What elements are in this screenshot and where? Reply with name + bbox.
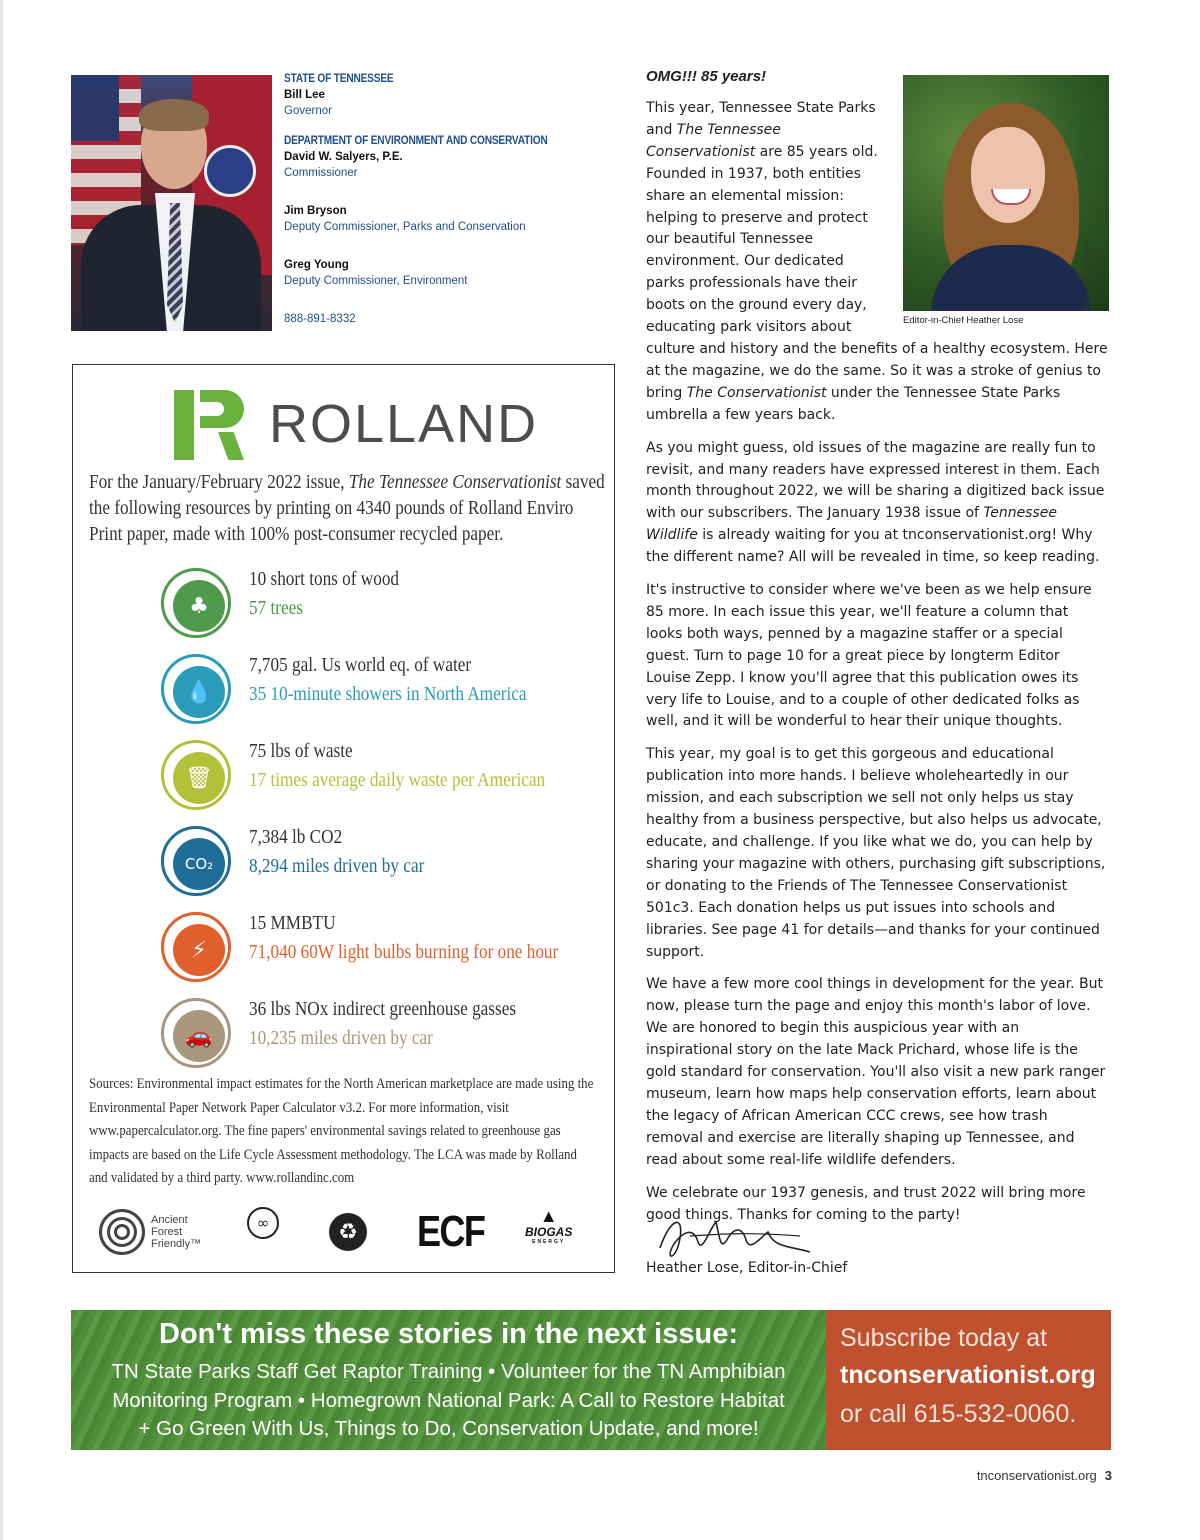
- next-issue-banner: [71, 1310, 1111, 1450]
- recycle-icon: ♻: [329, 1213, 367, 1251]
- stat-secondary: 57 trees: [249, 597, 303, 619]
- co2-cloud-icon: CO₂: [161, 826, 231, 896]
- letter-paragraph: This year, my goal is to get this gorgeous and educational publication into more hands. I believe wholeheartedly in our mission, and each subscription we sell not only helps us stay healthy from a business perspective, but also helps us advocate, educate, and challenge. If you like what we do, you can help by sharing your magazine with others, purchasing gift subscriptions, or donating to the Friends of The Tennessee Conservationist 501c3. Each donation helps us put issues into schools and libraries. See page 41 for details—and thanks for your continued support.: [646, 746, 1106, 960]
- rolland-environmental-box: [72, 364, 615, 1273]
- ancient-forest-friendly-text: Ancient Forest Friendly™: [151, 1214, 202, 1250]
- ancient-forest-friendly-logo: [99, 1207, 213, 1257]
- stat-primary: 7,705 gal. Us world eq. of water: [249, 654, 472, 676]
- subscribe-phone: or call 615-532-0060.: [840, 1400, 1077, 1428]
- resource-stat: [161, 998, 591, 1070]
- subscribe-label: Subscribe today at: [840, 1324, 1048, 1352]
- deputy-name: Jim Bryson: [284, 205, 347, 217]
- deputy-name: Greg Young: [284, 259, 349, 271]
- commissioner-role: Commissioner: [284, 167, 358, 179]
- infinity-icon: ∞: [247, 1207, 279, 1239]
- stat-primary: 36 lbs NOx indirect greenhouse gasses: [249, 998, 517, 1020]
- biogas-logo: [525, 1207, 572, 1257]
- governor-name: Bill Lee: [284, 89, 325, 101]
- trash-can-icon: 🗑: [161, 740, 231, 810]
- ecf-logo: ECF: [417, 1207, 485, 1256]
- editor-letter-heading: OMG!!! 85 years!: [646, 68, 767, 85]
- subscribe-panel[interactable]: [826, 1310, 1111, 1450]
- photo-credit: Andrea Behrends: [1083, 244, 1093, 311]
- editor-letter-body: [646, 98, 1108, 1237]
- stat-primary: 10 short tons of wood: [249, 568, 400, 590]
- editor-signoff: Heather Lose, Editor-in-Chief: [646, 1260, 848, 1276]
- letter-paragraph: We celebrate our 1937 genesis, and trust 2022 will bring more good things. Thanks for coming to the party!: [646, 1184, 1086, 1223]
- tree-icon: ♣: [161, 568, 231, 638]
- page-number: 3: [1104, 1468, 1112, 1483]
- rolland-wordmark: ROLLAND: [269, 394, 539, 454]
- letter-paragraph: We have a few more cool things in development for the year. But now, please turn the page and enjoy this month's labor of love. We are honored to begin this auspicious year with an inspirational story on the late Mack Prichard, whose life is the gold standard for conservation. You'll also visit a new park ranger museum, learn how maps help conservation efforts, learn about the legacy of African American CCC crews, see how trash removal and exercise are literally shaping up Tennessee, and read about some real-life wildlife defenders.: [646, 976, 1106, 1168]
- resource-stat: [161, 654, 591, 726]
- biogas-text: BIOGAS: [525, 1225, 573, 1239]
- subscribe-link[interactable]: tnconservationist.org: [840, 1361, 1096, 1389]
- editor-signature: [650, 1208, 820, 1264]
- stat-primary: 15 MMBTU: [249, 912, 336, 934]
- deputy-role: Deputy Commissioner, Environment: [284, 275, 468, 287]
- swirl-icon: [99, 1209, 145, 1255]
- next-issue-panel: [71, 1310, 826, 1450]
- infinity-logo: [247, 1207, 279, 1257]
- resource-stat: [161, 740, 591, 812]
- state-label: STATE OF TENNESSEE: [284, 73, 394, 85]
- letter-paragraph: It's instructive to consider where we've been as we help ensure 85 more. In each issue this year, we'll feature a column that looks both ways, penned by a magazine staffer or a special guest. Turn to page 10 for a great piece by longterm Editor Louise Zepp. I know you'll agree that this publication owes its very life to Louise, and to a couple of other dedicated folks as well, and it will be wonderful to hear their unique thoughts.: [646, 582, 1092, 730]
- water-drop-icon: 💧: [161, 654, 231, 724]
- stat-primary: 75 lbs of waste: [249, 740, 353, 762]
- governor-photo: [71, 75, 272, 331]
- page-edge: [0, 0, 3, 1540]
- recycle-logo: [329, 1207, 367, 1257]
- governor-role: Governor: [284, 105, 332, 117]
- photo-caption: Editor-in-Chief Heather Lose: [903, 315, 1024, 326]
- page-footer: [977, 1468, 1112, 1483]
- stat-primary: 7,384 lb CO2: [249, 826, 343, 848]
- department-label: DEPARTMENT OF ENVIRONMENT AND CONSERVATION: [284, 135, 548, 147]
- letter-paragraph: This year, Tennessee State Parks and The Tennessee Conservationist are 85 years old. Founded in 1937, both entities share an elemental mission: helping to preserve and protect our beautiful Tennessee environment. Our dedicated parks professionals have their boots on the ground every day, educating park visitors about culture and history and the benefits of a healthy ecosystem. Here at the magazine, we do the same. So it was a stroke of genius to bring The Conservationist under the Tennessee State Parks umbrella a few years back.: [646, 100, 1108, 423]
- next-issue-stories: TN State Parks Staff Get Raptor Training • Volunteer for the TN Amphibian Monitoring Program • Homegrown National Park: A Call to Restore Habitat + Go Green With Us, Things to Do, Conservation Update, and more!: [111, 1360, 786, 1440]
- biogas-subtext: ENERGY: [532, 1239, 566, 1245]
- resource-stat: [161, 826, 591, 898]
- commissioner-name: David W. Salyers, P.E.: [284, 151, 403, 163]
- rolland-sources: Sources: Environmental impact estimates for the North American marketplace are made using the Environmental Paper Network Paper Calculator v3.2. For more information, visit www.papercalculator.org. The fine papers' environmental savings related to greenhouse gas impacts are based on the Life Cycle Assessment methodology. The LCA was made by Rolland and validated by a third party. www.rollandinc.com: [89, 1076, 594, 1186]
- letter-paragraph: As you might guess, old issues of the magazine are really fun to revisit, and many readers have expressed interest in them. Each month throughout 2022, we will be sharing a digitized back issue with our subscribers. The January 1938 issue of Tennessee Wildlife is already waiting for you at tnconservationist.org! Why the different name? All will be revealed in time, so keep reading.: [646, 439, 1105, 566]
- stat-secondary: 17 times average daily waste per American: [249, 769, 546, 791]
- flame-icon: ▲: [539, 1206, 558, 1226]
- staff-masthead: [284, 73, 604, 325]
- resource-stat: [161, 568, 591, 640]
- stat-secondary: 10,235 miles driven by car: [249, 1027, 433, 1049]
- stat-secondary: 8,294 miles driven by car: [249, 855, 425, 877]
- resource-stat: [161, 912, 591, 984]
- footer-site: tnconservationist.org: [976, 1468, 1097, 1483]
- next-issue-headline: Don't miss these stories in the next issue:: [159, 1318, 738, 1350]
- stat-secondary: 71,040 60W light bulbs burning for one hour: [249, 941, 559, 963]
- rolland-intro: For the January/February 2022 issue, The Tennessee Conservationist saved the following resources by printing on 4340 pounds of Rolland Enviro Print paper, made with 100% post-consumer recycled paper.: [89, 471, 605, 545]
- phone-number: 888-891-8332: [284, 313, 356, 325]
- deputy-role: Deputy Commissioner, Parks and Conservation: [284, 221, 526, 233]
- lightning-icon: ⚡: [161, 912, 231, 982]
- stat-secondary: 35 10-minute showers in North America: [249, 683, 527, 705]
- rolland-logo-icon: [174, 390, 244, 460]
- car-icon: 🚗: [161, 998, 231, 1068]
